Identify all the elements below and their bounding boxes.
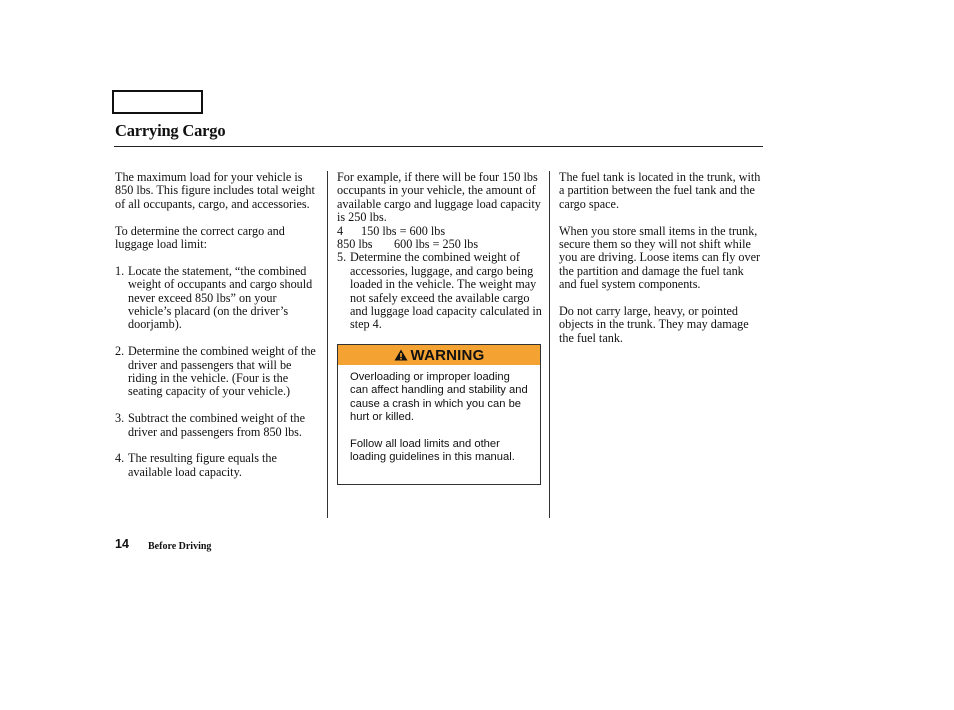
step-text: The resulting figure equals the available load capacity.: [128, 451, 277, 479]
footer-section-label: Before Driving: [148, 541, 212, 552]
calculation-row: [337, 225, 543, 238]
step-text: Locate the statement, “the combined weight of occupants and cargo should never exceed 850 lbs” on your vehicle’s placard (on the driver’s doorjamb).: [128, 263, 313, 332]
page-number: 14: [115, 537, 129, 551]
warning-paragraph: Follow all load limits and other loading guidelines in this manual.: [350, 438, 515, 464]
calc-result: 600 lbs = 250 lbs: [394, 237, 479, 252]
example-paragraph: For example, if there will be four 150 lbs occupants in your vehicle, the amount of available cargo and luggage load capacity is 250 lbs.: [337, 170, 541, 225]
warning-paragraph: Overloading or improper loading can affect handling and stability and cause a crash in which you can be hurt or killed.: [350, 371, 528, 424]
intro-paragraph: The maximum load for your vehicle is 850 lbs. This figure includes total weight of all occupants, cargo, and accessories.: [115, 170, 315, 211]
column-divider: [327, 171, 328, 518]
calc-term: 4: [337, 223, 344, 238]
step-item: [337, 251, 543, 331]
column-3: [559, 171, 763, 345]
small-items-paragraph: When you store small items in the trunk, secure them so they will not shift while you are driving. Loose items can fly over the partition and damage the fuel tank and fuel system components.: [559, 223, 761, 292]
step-number: 2.: [115, 344, 125, 359]
step-text: Subtract the combined weight of the driver and passengers from 850 lbs.: [128, 411, 306, 439]
step-number: 1.: [115, 263, 125, 278]
step-number: 3.: [115, 411, 125, 426]
calc-term: 850 lbs: [337, 237, 373, 252]
calculation-row: [337, 238, 543, 251]
lead-paragraph: To determine the correct cargo and luggage load limit:: [115, 223, 285, 252]
step-number: 4.: [115, 451, 125, 466]
fuel-tank-paragraph: The fuel tank is located in the trunk, with a partition between the fuel tank and the cargo space.: [559, 170, 761, 211]
step-text: Determine the combined weight of accessories, luggage, and cargo being loaded in the vehicle. The weight may not safely exceed the available cargo and luggage load capacity calculated in step 4.: [350, 250, 542, 332]
warning-box: [337, 344, 541, 485]
step-text: Determine the combined weight of the driver and passengers that will be riding in the vehicle. (Four is the seating capacity of your vehicle.): [128, 344, 316, 399]
step-item: [115, 452, 321, 479]
step-item: [115, 412, 321, 439]
step-item: [115, 345, 321, 399]
warning-triangle-icon: [394, 349, 408, 361]
calc-result: 150 lbs = 600 lbs: [361, 223, 446, 238]
column-2: [337, 171, 543, 332]
section-tab-box: [112, 90, 203, 114]
column-divider: [549, 171, 550, 518]
step-item: [115, 265, 321, 332]
page-title: Carrying Cargo: [115, 121, 226, 140]
warning-heading: WARNING: [410, 346, 485, 364]
warning-header: [338, 345, 540, 365]
warning-body: [338, 365, 540, 465]
step-number: 5.: [337, 250, 347, 265]
title-rule: [114, 146, 763, 147]
heavy-objects-paragraph: Do not carry large, heavy, or pointed objects in the trunk. They may damage the fuel tank.: [559, 304, 749, 345]
column-1: [115, 171, 321, 479]
